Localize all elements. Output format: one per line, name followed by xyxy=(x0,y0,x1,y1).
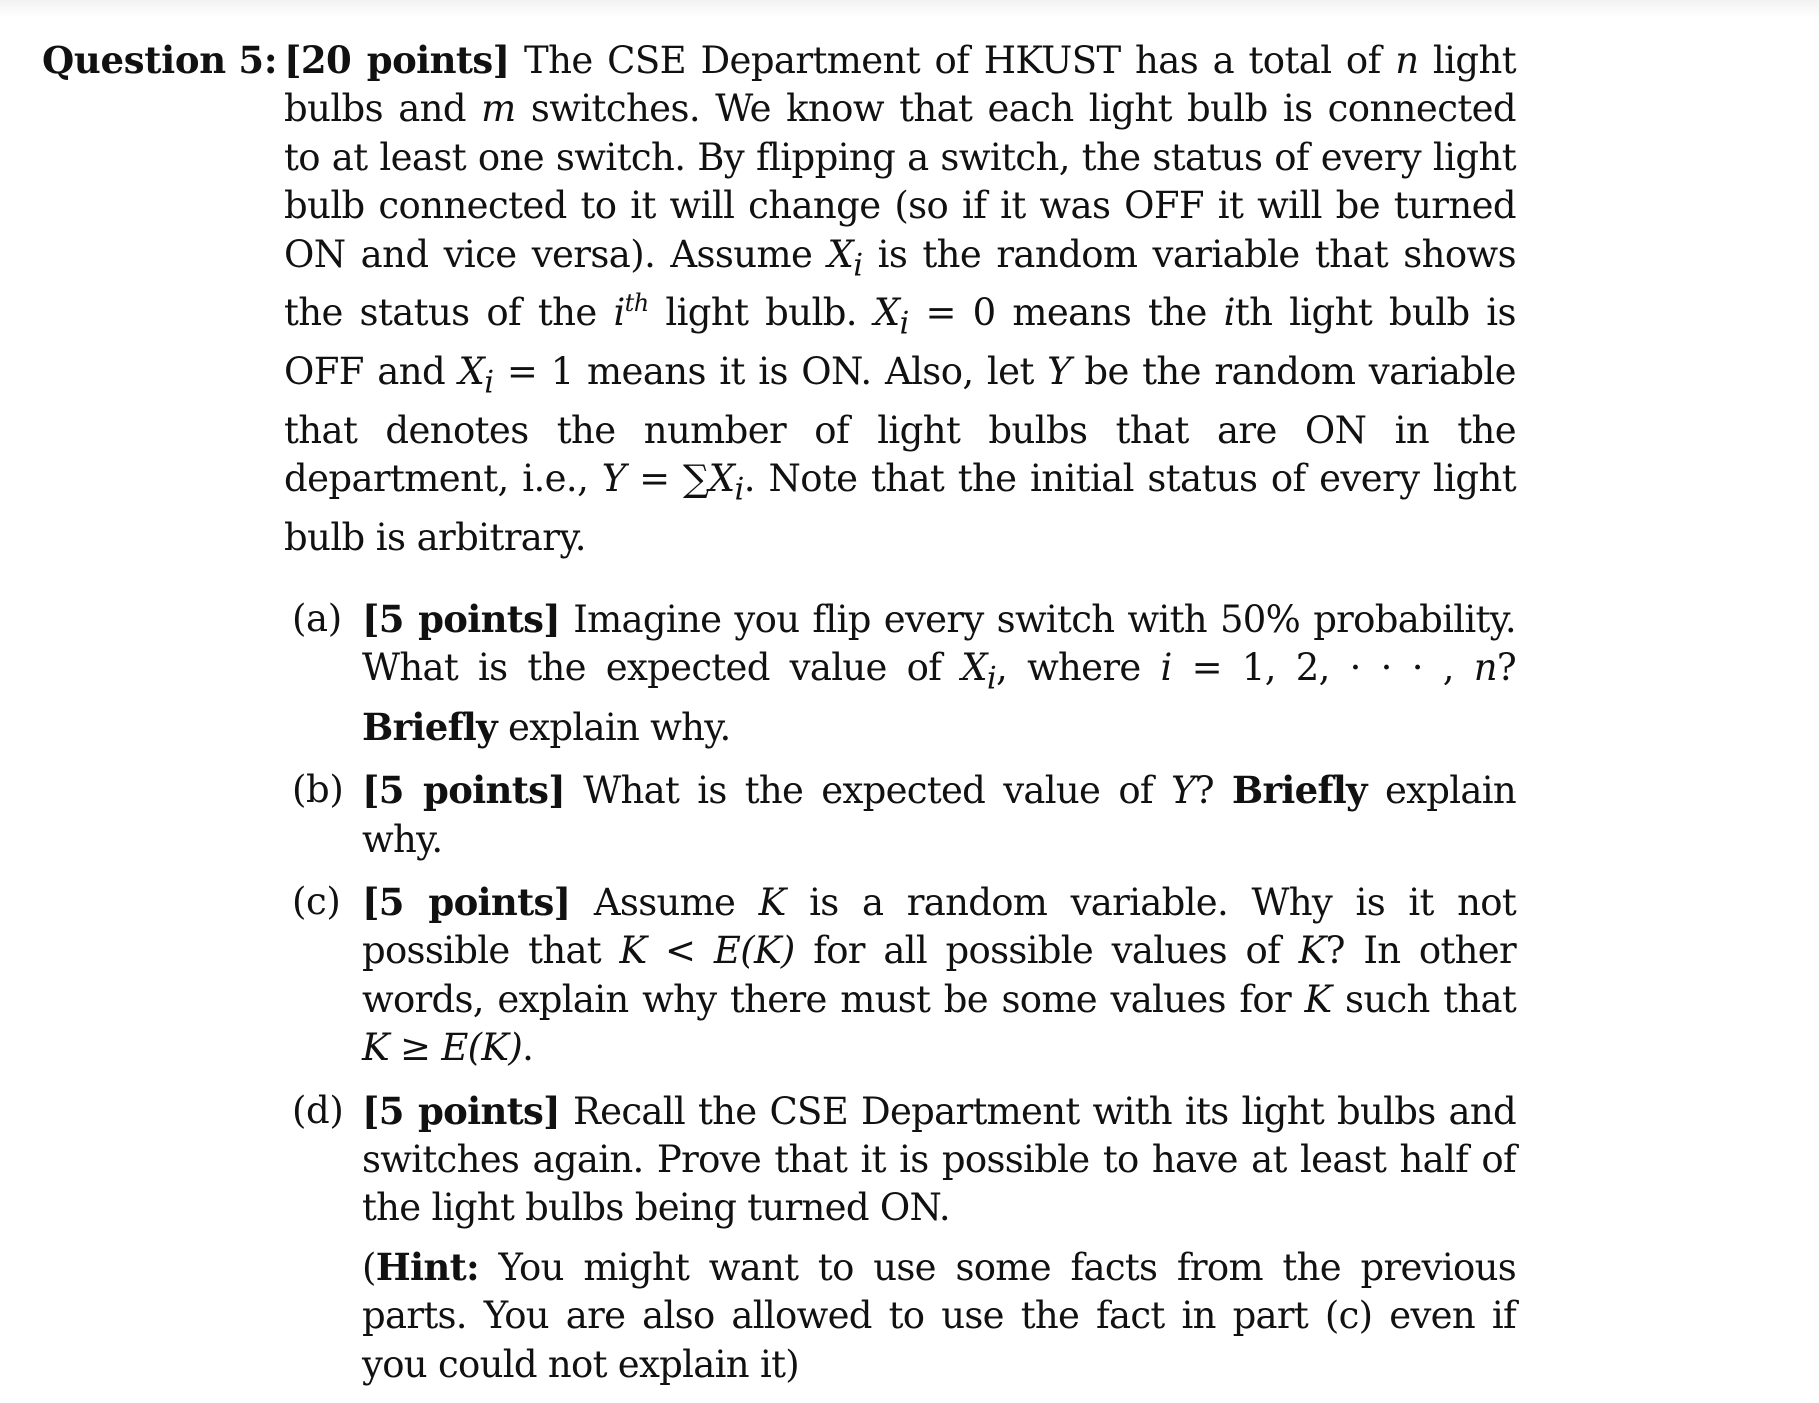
text-run: Imagine you flip every switch with 50% probability. What is the expected value of xyxy=(362,597,1516,690)
part-paragraph xyxy=(362,766,1516,864)
math-sub-i: i xyxy=(986,660,997,697)
math-k-geq-ek: K ≥ E(K) xyxy=(362,1026,523,1070)
question-statement xyxy=(284,36,1516,563)
text-run: is a random variable. Why is it not possible that xyxy=(362,881,1517,973)
text-run: ( xyxy=(362,1245,376,1289)
math-eq-zero: = 0 xyxy=(925,291,996,335)
part-points: [5 points] xyxy=(362,1088,560,1133)
page-top-shadow xyxy=(0,0,1819,18)
text-run: light bulb. xyxy=(665,291,857,335)
math-k: K xyxy=(1304,977,1332,1021)
question-points: [20 points] xyxy=(284,38,510,82)
part-points: [5 points] xyxy=(362,596,561,641)
part-paragraph xyxy=(362,595,1516,753)
part-text xyxy=(362,1087,1516,1389)
question-paragraph xyxy=(284,36,1516,563)
math-x: X xyxy=(873,291,900,335)
math-n: n xyxy=(1473,646,1497,690)
hint-label: Hint: xyxy=(375,1244,479,1289)
part-c xyxy=(292,878,1556,1073)
math-sub-i: i xyxy=(853,247,863,284)
text-run: for all possible values of xyxy=(813,929,1281,973)
math-y: Y xyxy=(601,457,626,501)
part-points: [5 points] xyxy=(362,768,566,813)
math-sub-i: i xyxy=(484,364,494,401)
text-run: ? xyxy=(1496,646,1517,690)
text-run: The CSE Department of HKUST has a total of xyxy=(524,39,1381,82)
part-paragraph xyxy=(362,878,1516,1073)
part-label: (b) xyxy=(292,768,344,812)
text-run: . Note that the initial status of every light bulb is arbitrary. xyxy=(284,457,1516,560)
emphasis-briefly: Briefly xyxy=(1231,768,1367,813)
part-points: [5 points] xyxy=(362,880,571,925)
text-run: , where xyxy=(996,646,1141,690)
text-run: switches. We know that each light bulb is connected to at least one switch. By flipping a switch, the status of every light bulb connected to it will change (so if it was OFF it will be turned ON and vice versa). Assume xyxy=(284,87,1516,276)
math-range: = 1, 2, · · · , xyxy=(1191,646,1454,690)
emphasis-briefly: Briefly xyxy=(362,704,497,749)
question-label: Question 5: xyxy=(42,38,278,82)
math-sup-th: th xyxy=(624,289,649,318)
math-xi xyxy=(827,232,863,284)
math-n: n xyxy=(1395,39,1419,82)
math-x: X xyxy=(961,646,987,690)
text-run: means it is ON. Also, let xyxy=(587,350,1034,394)
text-run: explain why. xyxy=(508,705,731,749)
math-y: Y xyxy=(1170,769,1195,813)
part-text xyxy=(362,766,1516,864)
hint-paragraph xyxy=(362,1243,1516,1389)
part-paragraph xyxy=(362,1087,1516,1233)
math-xi xyxy=(961,646,997,697)
part-label: (a) xyxy=(292,596,342,640)
text-run: What is the expected value of xyxy=(583,769,1153,813)
math-i: i xyxy=(1223,291,1235,335)
math-xi xyxy=(873,291,909,342)
math-i: i xyxy=(1160,646,1172,690)
hint-text: You might want to use some facts from the previous parts. You are also allowed to use the fact in part (c) even if you could not explain it) xyxy=(362,1245,1516,1386)
part-a xyxy=(292,595,1556,753)
text-run: explain why. xyxy=(362,769,1517,861)
question-block xyxy=(42,36,1542,563)
math-x: X xyxy=(458,350,485,394)
math-xi xyxy=(708,457,744,508)
part-text xyxy=(362,595,1516,753)
text-run: ? xyxy=(1194,769,1214,813)
text-run: light bulbs and xyxy=(284,39,1516,131)
text-run: ? In other words, explain why there must be some values for xyxy=(362,929,1516,1021)
text-run: th light bulb is OFF and xyxy=(284,291,1516,394)
sub-questions xyxy=(292,595,1556,1389)
text-run: be the random variable that denotes the number of light bulbs that are ON in the department, i.e., xyxy=(284,350,1516,501)
part-label: (d) xyxy=(292,1088,344,1132)
part-d xyxy=(292,1087,1556,1389)
part-b xyxy=(292,766,1556,864)
math-i: i xyxy=(613,291,625,335)
text-run: Recall the CSE Department with its light bulbs and switches again. Prove that it is possible to have at least half of the light bulbs being turned ON. xyxy=(362,1089,1516,1230)
math-eq-one: = 1 xyxy=(506,350,574,394)
text-run: Assume xyxy=(593,881,736,925)
math-y: Y xyxy=(1047,350,1071,394)
math-sub-i: i xyxy=(899,305,909,342)
text-run: is the random variable that shows the status of the xyxy=(284,232,1516,335)
part-label: (c) xyxy=(292,880,341,924)
math-k-less-than-ek: K < E(K) xyxy=(619,929,795,973)
text-run: . xyxy=(522,1026,534,1070)
text-run: means the xyxy=(1012,291,1207,335)
math-xi xyxy=(458,350,494,401)
math-x: X xyxy=(708,457,735,501)
part-text xyxy=(362,878,1516,1073)
problem-document xyxy=(42,36,1542,1403)
math-x: X xyxy=(827,232,854,276)
math-m: m xyxy=(481,87,516,131)
math-k: K xyxy=(1298,929,1326,973)
text-run: such that xyxy=(1345,977,1517,1021)
math-k: K xyxy=(758,881,786,925)
math-sub-i: i xyxy=(734,471,744,508)
math-sum: = ∑ xyxy=(639,457,709,501)
